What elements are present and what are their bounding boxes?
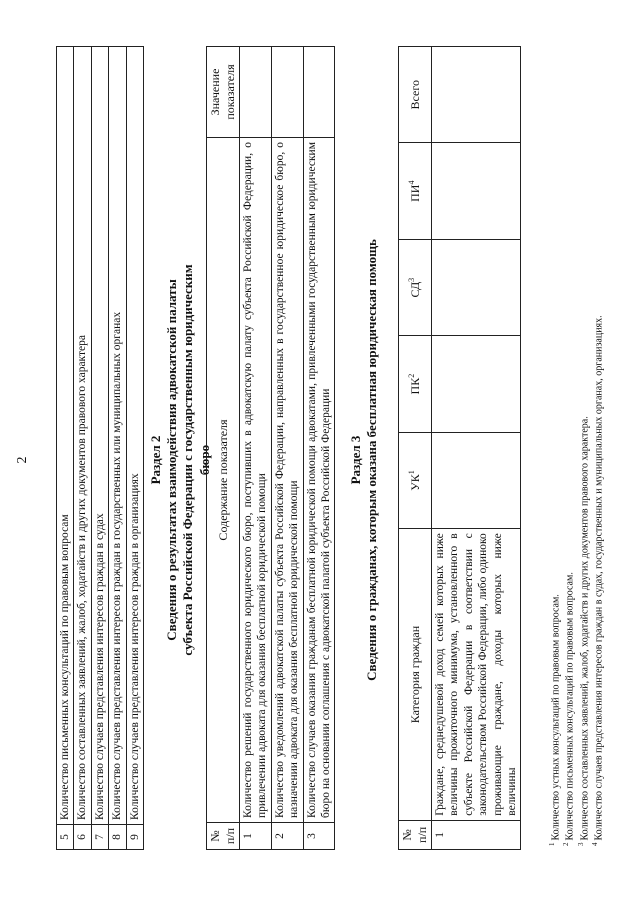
row-text: Количество случаев представления интересов граждан в государственных или муниципальных органах [109, 47, 126, 825]
page-number: 2 [15, 456, 30, 464]
cell-sd [432, 239, 521, 335]
row-category-text: Граждане, среднедушевой доход семей которых ниже величины прожиточного минимума, установленного в субъекте Российской Федерации в соответствии с законодательством Российской Федерации, либо одиноко проживающие граждане, доходы которых ниже величины [432, 529, 521, 821]
col-header-pi: $ПИ^4$ [399, 143, 432, 239]
footnote-text: Количество случаев представления интересов граждан в судах, государственных и муниципальных органах, организациях. [593, 315, 605, 841]
footnote [577, 46, 591, 846]
col-header-number: № п/п [399, 820, 432, 849]
row-text: Количество составленных заявлений, жалоб, ходатайств и других документов правового характера [74, 47, 91, 825]
table-row [240, 47, 272, 850]
footnote-mark: 3 [407, 277, 416, 282]
table-row [74, 47, 91, 850]
footnote-text: Количество устных консультаций по правовым вопросам. [550, 594, 562, 841]
footnote-mark: 2 [562, 842, 571, 846]
table-header-row [207, 47, 240, 850]
footnote-mark: 3 [576, 842, 585, 846]
table-indicators-continued [56, 46, 144, 850]
table-citizens [398, 46, 521, 850]
col-header-total: Всего [399, 47, 432, 144]
row-value-cell [271, 47, 303, 138]
cell-uk [432, 432, 521, 528]
row-number: 6 [74, 825, 91, 850]
col-header-pk: $ПК^2$ [399, 336, 432, 432]
col-header-content: Содержание показателя [207, 138, 240, 823]
footnote [562, 46, 576, 846]
table-row [303, 47, 335, 850]
footnote-mark: 4 [407, 180, 416, 185]
cell-total [432, 47, 521, 144]
footnote-text: Количество письменных консультаций по правовым вопросам. [564, 572, 576, 841]
row-number: 1 [432, 820, 521, 849]
footnote-text: Количество составленных заявлений, жалоб, ходатайств и других документов правового характера. [578, 416, 590, 841]
row-value-cell [303, 47, 335, 138]
table-row [109, 47, 126, 850]
footnote-mark: 1 [407, 470, 416, 475]
row-text: Количество решений государственного юридического бюро, поступивших в адвокатскую палату субъекта Российской Федерации, о привлечении адвоката для оказания бесплатной юридической помощи [240, 138, 272, 823]
section2-heading: Раздел 2 [148, 435, 163, 485]
section2-title: Сведения о результатах взаимодействия адвокатской палаты субъекта Российской Федерации с государственным юридическим бюро [164, 264, 212, 656]
section3-heading: Раздел 3 [348, 435, 363, 485]
row-number: 5 [57, 825, 74, 850]
row-text: Количество письменных консультаций по правовым вопросам [57, 47, 74, 825]
row-number: 8 [109, 825, 126, 850]
row-text: Количество уведомлений адвокатской палаты субъекта Российской Федерации, направленных в государственное юридическое бюро, о назначении адвоката для оказания бесплатной юридической помощи [271, 138, 303, 823]
row-text: Количество случаев представления интересов граждан в организациях [126, 47, 143, 825]
table-header-row [399, 47, 432, 850]
col-header-sd: $СД^3$ [399, 239, 432, 335]
col-header-number: № п/п [207, 823, 240, 850]
row-number: 3 [303, 823, 335, 850]
row-text: Количество случаев оказания гражданам бесплатной юридической помощи адвокатами, привлеченными государственным юридическим бюро на основании соглашения с адвокатской палатой субъекта Российской Федерации [303, 138, 335, 823]
table-row [271, 47, 303, 850]
table-bureau-interaction [206, 46, 335, 850]
row-number: 9 [126, 825, 143, 850]
row-text: Количество случаев представления интересов граждан в судах [91, 47, 108, 825]
section3-title: Сведения о гражданах, которым оказана бесплатная юридическая помощь [364, 239, 379, 681]
table-row [91, 47, 108, 850]
cell-pk [432, 336, 521, 432]
cell-pi [432, 143, 521, 239]
footnote-mark: 2 [407, 373, 416, 378]
col-header-value: Значение показателя [207, 47, 240, 138]
footnote-mark: 1 [548, 842, 556, 846]
table-row [126, 47, 143, 850]
footnotes [548, 46, 605, 846]
table-row [57, 47, 74, 850]
col-header-uk: $УК^1$ [399, 432, 432, 528]
table-row [432, 47, 521, 850]
footnote-mark: 4 [590, 842, 599, 846]
row-number: 7 [91, 825, 108, 850]
row-number: 1 [240, 823, 272, 850]
row-value-cell [240, 47, 272, 138]
row-number: 2 [271, 823, 303, 850]
footnote [548, 46, 562, 846]
col-header-category: Категория граждан [399, 529, 432, 821]
footnote [591, 46, 605, 846]
